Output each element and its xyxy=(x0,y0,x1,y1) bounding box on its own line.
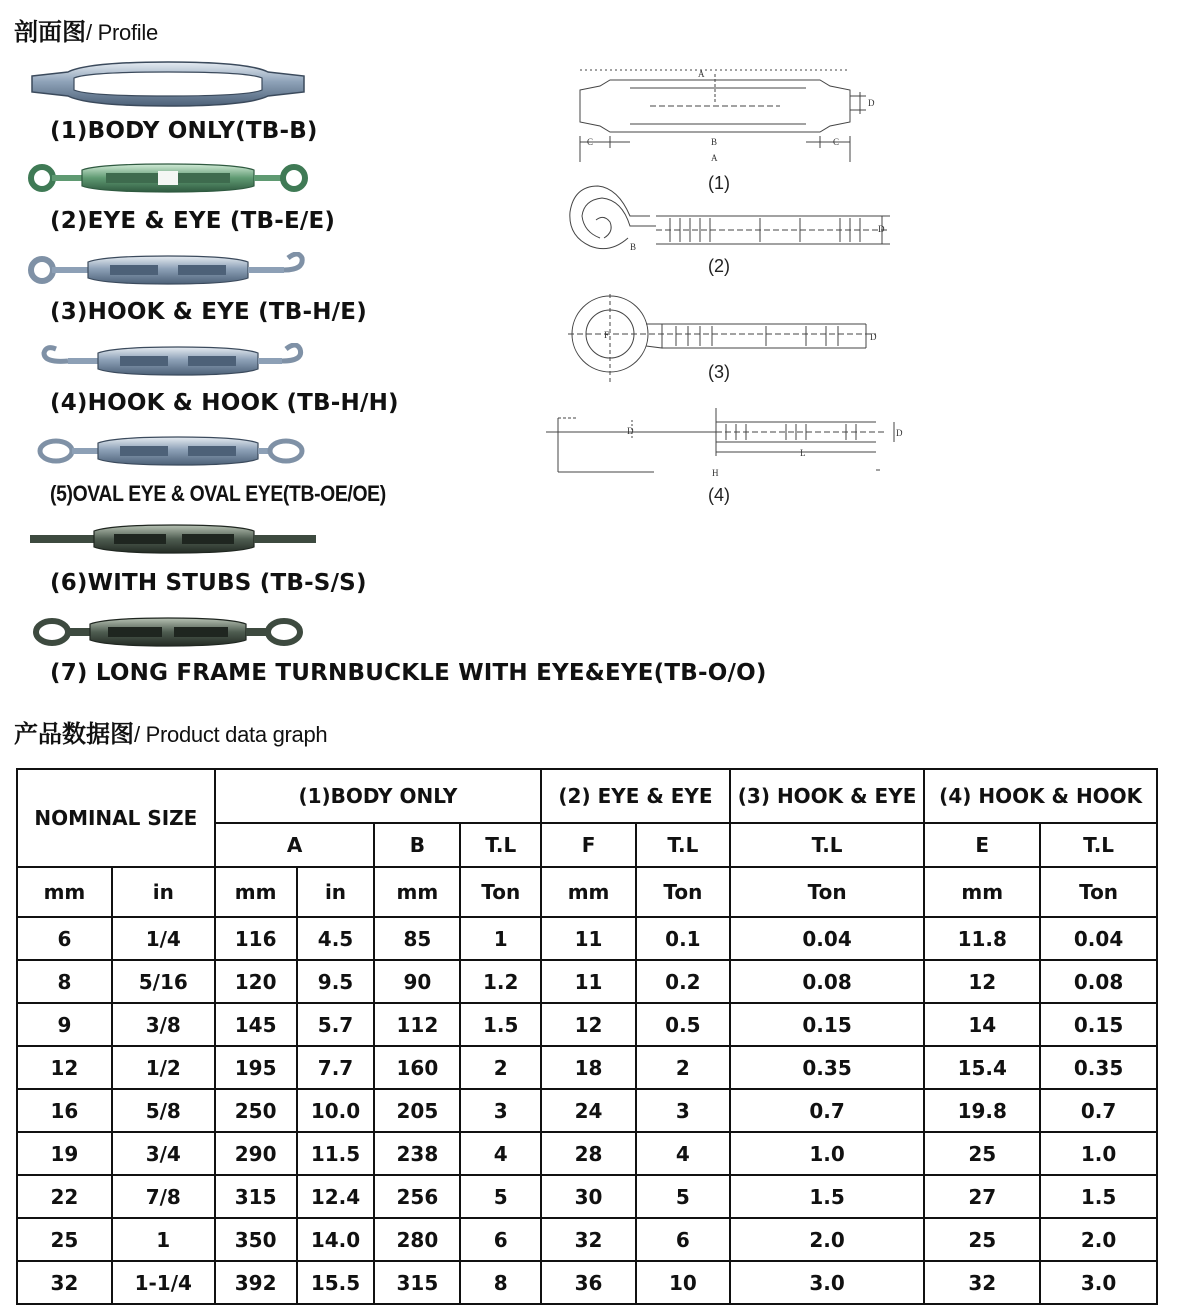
unit-cell: mm xyxy=(17,867,112,917)
product-label-7: (7) LONG FRAME TURNBUCKLE WITH EYE&EYE(TB-O/O) xyxy=(50,660,767,686)
table-cell: 2.0 xyxy=(730,1218,925,1261)
turnbuckle-oval-eye-image xyxy=(28,433,308,469)
table-cell: 1.0 xyxy=(1040,1132,1157,1175)
unit-cell: mm xyxy=(215,867,297,917)
drawing-4-caption: (4) xyxy=(708,485,730,505)
table-cell: 11.5 xyxy=(297,1132,375,1175)
group-eye-eye-header: (2) EYE & EYE xyxy=(541,769,730,823)
profile-title xyxy=(14,12,158,47)
table-body xyxy=(17,917,1157,1304)
drawing-3-label-d: D xyxy=(870,332,877,342)
table-cell: 290 xyxy=(215,1132,297,1175)
unit-cell: Ton xyxy=(460,867,541,917)
unit-cell: in xyxy=(112,867,215,917)
table-cell: 10 xyxy=(636,1261,730,1304)
table-cell: 160 xyxy=(374,1046,460,1089)
table-cell: 6 xyxy=(636,1218,730,1261)
drawing-2-hook xyxy=(560,180,900,270)
drawing-2-label-b: B xyxy=(630,242,637,252)
product-label-5: (5)OVAL EYE & OVAL EYE(TB-OE/OE) xyxy=(50,481,386,506)
param-b-header: B xyxy=(374,823,460,867)
table-cell: 11 xyxy=(541,917,636,960)
table-cell: 4.5 xyxy=(297,917,375,960)
table-cell: 5 xyxy=(636,1175,730,1218)
table-header-row-groups xyxy=(17,769,1157,823)
table-cell: 238 xyxy=(374,1132,460,1175)
table-cell: 5/16 xyxy=(112,960,215,1003)
table-cell: 2 xyxy=(460,1046,541,1089)
table-cell: 9.5 xyxy=(297,960,375,1003)
turnbuckle-stubs-image xyxy=(28,522,318,556)
drawing-3-label-f: F xyxy=(604,330,610,340)
table-cell: 32 xyxy=(17,1261,112,1304)
table-cell: 0.15 xyxy=(1040,1003,1157,1046)
table-cell: 32 xyxy=(924,1261,1040,1304)
table-cell: 11 xyxy=(541,960,636,1003)
table-cell: 2 xyxy=(636,1046,730,1089)
table-cell: 12.4 xyxy=(297,1175,375,1218)
turnbuckle-hook-eye-image xyxy=(28,252,308,288)
table-cell: 32 xyxy=(541,1218,636,1261)
table-cell: 1.5 xyxy=(730,1175,925,1218)
drawing-3-caption: (3) xyxy=(708,362,730,382)
table-cell: 27 xyxy=(924,1175,1040,1218)
table-cell: 16 xyxy=(17,1089,112,1132)
unit-cell: Ton xyxy=(636,867,730,917)
table-cell: 120 xyxy=(215,960,297,1003)
table-cell: 315 xyxy=(374,1261,460,1304)
drawing-1-label-a-bottom: A xyxy=(711,153,718,163)
table-cell: 30 xyxy=(541,1175,636,1218)
table-cell: 3/8 xyxy=(112,1003,215,1046)
table-cell: 28 xyxy=(541,1132,636,1175)
table-cell: 315 xyxy=(215,1175,297,1218)
drawing-1-label-b: B xyxy=(711,137,718,147)
table-cell: 112 xyxy=(374,1003,460,1046)
product-label-3: (3)HOOK & EYE (TB-H/E) xyxy=(50,299,367,325)
table-row xyxy=(17,1003,1157,1046)
group-hook-hook-header: (4) HOOK & HOOK xyxy=(924,769,1157,823)
table-cell: 22 xyxy=(17,1175,112,1218)
table-cell: 25 xyxy=(924,1132,1040,1175)
table-cell: 4 xyxy=(460,1132,541,1175)
table-cell: 36 xyxy=(541,1261,636,1304)
table-row xyxy=(17,1089,1157,1132)
product-label-2: (2)EYE & EYE (TB-E/E) xyxy=(50,208,336,234)
table-cell: 6 xyxy=(460,1218,541,1261)
table-cell: 15.4 xyxy=(924,1046,1040,1089)
table-cell: 0.04 xyxy=(730,917,925,960)
table-units-row xyxy=(17,867,1157,917)
product-label-4: (4)HOOK & HOOK (TB-H/H) xyxy=(50,390,399,416)
table-row xyxy=(17,960,1157,1003)
table-cell: 0.7 xyxy=(1040,1089,1157,1132)
table-cell: 10.0 xyxy=(297,1089,375,1132)
drawing-1-label-c-right: C xyxy=(833,137,840,147)
table-cell: 1/2 xyxy=(112,1046,215,1089)
nominal-size-header: NOMINAL SIZE xyxy=(17,769,215,867)
product-label-6: (6)WITH STUBS (TB-S/S) xyxy=(50,570,367,596)
table-cell: 280 xyxy=(374,1218,460,1261)
table-cell: 19.8 xyxy=(924,1089,1040,1132)
drawing-1-body xyxy=(570,66,890,166)
table-cell: 5 xyxy=(460,1175,541,1218)
table-cell: 0.2 xyxy=(636,960,730,1003)
table-cell: 2.0 xyxy=(1040,1218,1157,1261)
table-cell: 9 xyxy=(17,1003,112,1046)
data-title xyxy=(14,714,327,749)
table-cell: 14 xyxy=(924,1003,1040,1046)
table-cell: 1-1/4 xyxy=(112,1261,215,1304)
table-cell: 256 xyxy=(374,1175,460,1218)
unit-cell: mm xyxy=(541,867,636,917)
table-cell: 4 xyxy=(636,1132,730,1175)
table-cell: 1.5 xyxy=(460,1003,541,1046)
drawing-1-label-a-top: A xyxy=(698,69,705,79)
param-f-header: F xyxy=(541,823,636,867)
table-cell: 0.5 xyxy=(636,1003,730,1046)
table-row xyxy=(17,1132,1157,1175)
table-cell: 0.04 xyxy=(1040,917,1157,960)
drawing-3-eye xyxy=(566,294,896,384)
table-cell: 12 xyxy=(924,960,1040,1003)
table-row xyxy=(17,1175,1157,1218)
product-label-1: (1)BODY ONLY(TB-B) xyxy=(50,118,318,144)
table-cell: 1/4 xyxy=(112,917,215,960)
table-cell: 14.0 xyxy=(297,1218,375,1261)
table-cell: 7.7 xyxy=(297,1046,375,1089)
param-tl-hookeye-header: T.L xyxy=(730,823,925,867)
table-cell: 5.7 xyxy=(297,1003,375,1046)
product-data-table xyxy=(16,768,1158,1305)
table-cell: 15.5 xyxy=(297,1261,375,1304)
table-cell: 145 xyxy=(215,1003,297,1046)
unit-cell: Ton xyxy=(1040,867,1157,917)
drawing-1-label-c-left: C xyxy=(587,137,594,147)
table-cell: 3.0 xyxy=(1040,1261,1157,1304)
table-cell: 12 xyxy=(17,1046,112,1089)
table-cell: 0.08 xyxy=(1040,960,1157,1003)
table-cell: 1.2 xyxy=(460,960,541,1003)
unit-cell: Ton xyxy=(730,867,925,917)
param-tl-eye-header: T.L xyxy=(636,823,730,867)
turnbuckle-body-only-image xyxy=(28,60,308,108)
table-row xyxy=(17,1218,1157,1261)
table-cell: 0.08 xyxy=(730,960,925,1003)
unit-cell: in xyxy=(297,867,375,917)
drawing-1-caption: (1) xyxy=(708,173,730,193)
param-tl-body-header: T.L xyxy=(460,823,541,867)
table-cell: 25 xyxy=(17,1218,112,1261)
param-e-header: E xyxy=(924,823,1040,867)
table-cell: 11.8 xyxy=(924,917,1040,960)
table-cell: 0.35 xyxy=(730,1046,925,1089)
group-hook-eye-header: (3) HOOK & EYE xyxy=(730,769,925,823)
data-title-cn: 产品数据图 xyxy=(14,720,134,748)
table-cell: 5/8 xyxy=(112,1089,215,1132)
table-cell: 19 xyxy=(17,1132,112,1175)
table-cell: 3.0 xyxy=(730,1261,925,1304)
unit-cell: mm xyxy=(924,867,1040,917)
table-cell: 3/4 xyxy=(112,1132,215,1175)
table-cell: 85 xyxy=(374,917,460,960)
table-cell: 12 xyxy=(541,1003,636,1046)
profile-title-en: / Profile xyxy=(86,20,158,45)
table-cell: 25 xyxy=(924,1218,1040,1261)
table-cell: 3 xyxy=(460,1089,541,1132)
table-cell: 250 xyxy=(215,1089,297,1132)
table-cell: 0.1 xyxy=(636,917,730,960)
table-cell: 6 xyxy=(17,917,112,960)
drawing-2-caption: (2) xyxy=(708,256,730,276)
table-cell: 1.0 xyxy=(730,1132,925,1175)
drawing-2-label-d: D xyxy=(878,224,885,234)
param-tl-hookhook-header: T.L xyxy=(1040,823,1157,867)
table-cell: 205 xyxy=(374,1089,460,1132)
table-cell: 0.7 xyxy=(730,1089,925,1132)
table-cell: 350 xyxy=(215,1218,297,1261)
param-a-header: A xyxy=(215,823,375,867)
turnbuckle-long-frame-image xyxy=(28,615,308,649)
table-cell: 90 xyxy=(374,960,460,1003)
table-cell: 0.35 xyxy=(1040,1046,1157,1089)
drawing-4-label-h: H xyxy=(712,468,719,478)
table-cell: 7/8 xyxy=(112,1175,215,1218)
group-body-only-header: (1)BODY ONLY xyxy=(215,769,541,823)
table-row xyxy=(17,917,1157,960)
table-cell: 116 xyxy=(215,917,297,960)
drawing-1-label-d: D xyxy=(868,98,875,108)
table-cell: 1 xyxy=(460,917,541,960)
table-cell: 0.15 xyxy=(730,1003,925,1046)
drawing-4-stub xyxy=(546,406,906,482)
table-cell: 3 xyxy=(636,1089,730,1132)
table-cell: 195 xyxy=(215,1046,297,1089)
table-cell: 8 xyxy=(460,1261,541,1304)
table-row xyxy=(17,1046,1157,1089)
table-cell: 392 xyxy=(215,1261,297,1304)
unit-cell: mm xyxy=(374,867,460,917)
table-cell: 1 xyxy=(112,1218,215,1261)
table-cell: 1.5 xyxy=(1040,1175,1157,1218)
table-cell: 18 xyxy=(541,1046,636,1089)
profile-title-cn: 剖面图 xyxy=(14,18,86,46)
turnbuckle-hook-hook-image xyxy=(28,343,308,379)
table-cell: 8 xyxy=(17,960,112,1003)
turnbuckle-eye-eye-image xyxy=(28,160,308,196)
drawing-4-label-d-right: D xyxy=(896,428,903,438)
data-title-en: / Product data graph xyxy=(134,722,328,747)
drawing-4-label-l: L xyxy=(800,448,806,458)
drawing-4-label-d-left: D xyxy=(627,426,634,436)
table-row xyxy=(17,1261,1157,1304)
table-cell: 24 xyxy=(541,1089,636,1132)
